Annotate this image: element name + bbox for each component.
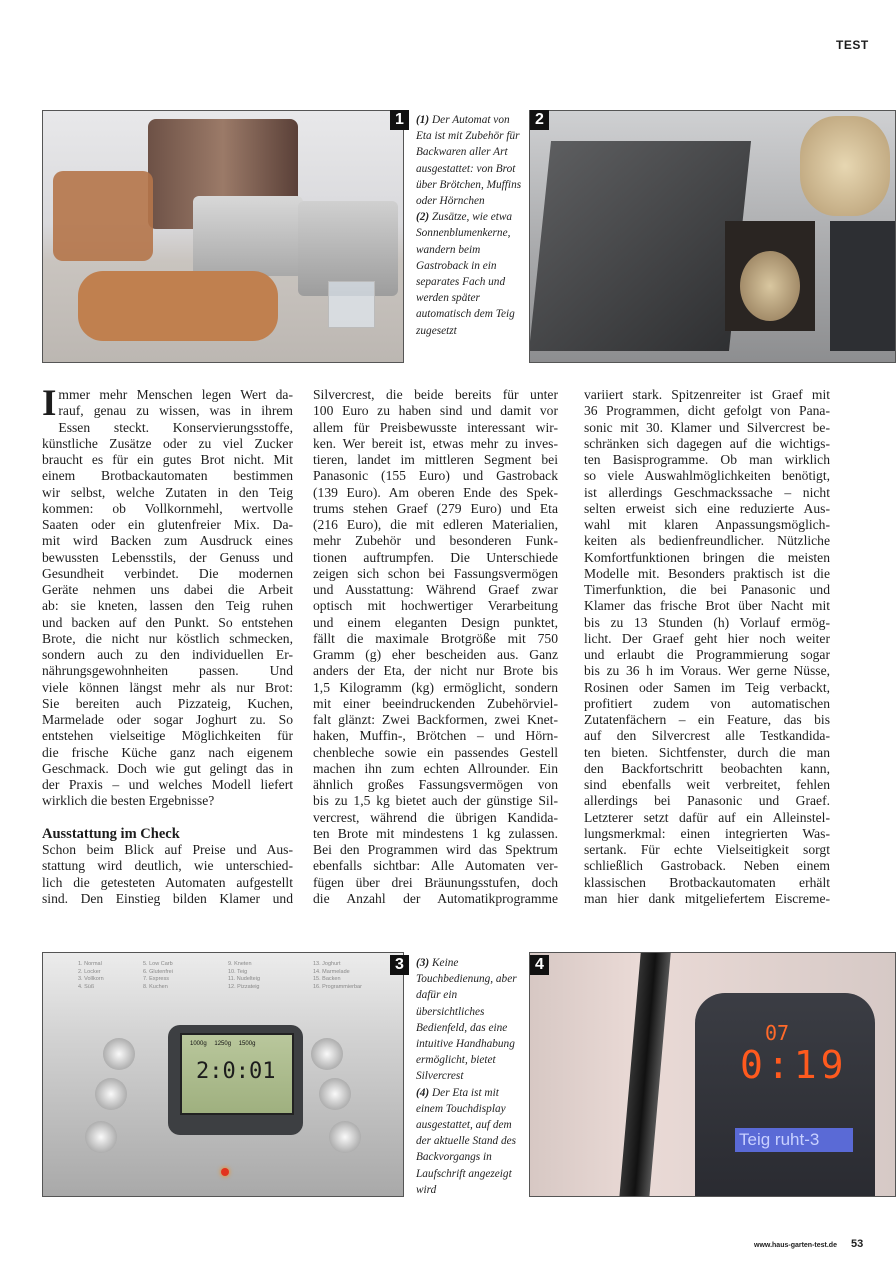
text-line: und backen auf den Punkt. So entstehen [42, 614, 293, 630]
text-line: profitiert zudem von automatischen [584, 695, 830, 711]
text-line: (139 Euro). Am oberen Ende des Spek- [313, 484, 558, 500]
program-label: 4. Süß [78, 983, 95, 990]
text-line: der Praxis – und welches Modell liefert [42, 777, 293, 792]
text-line: Brote, die nicht nur köstlich schmecken, [42, 630, 293, 646]
text-line: bewussten Lebensstils, der Genuss und [42, 549, 293, 565]
text-line: ebenfalls sichtbar: Alle Automaten ver- [313, 858, 558, 874]
text-line: Panasonic (155 Euro) und Gastroback [313, 468, 558, 484]
text-line: lungsmerkmal: einen integrierten Was- [584, 825, 830, 841]
program-label: 3. Vollkorn [78, 976, 104, 982]
photo-gastroback-dispenser [529, 110, 896, 363]
program-label: 8. Kuchen [143, 983, 168, 990]
caption-2-text: Zusätze, wie etwa Sonnenblumenkerne, wandern beim Gastroback in ein separates Fach und werden später automatisch dem Teig zugesetzt [416, 211, 515, 337]
page-number: 53 [851, 1238, 864, 1250]
text-line: tionen auftrumpfen. Die Unterschiede [313, 549, 558, 565]
text-line: wahl mit klaren Anpassungsmöglich- [584, 517, 830, 532]
text-line: schränken sich dagegen auf die wichtigs- [584, 435, 830, 451]
text-line: ten bieten. Sichtfenster, durch die man [584, 744, 830, 760]
text-line: entstehen vielseitige Möglichkeiten für [42, 728, 293, 744]
text-line: ten Basisprogramme. Ob man wirklich [584, 452, 830, 467]
text-line: mit wird Backen zum Ausdruck eines [42, 533, 293, 549]
program-label: 2. Locker [78, 968, 101, 975]
text-line: Sie bereiten auch Pizzateig, Kuchen, [42, 695, 293, 711]
text-line: Essen steckt. Konservierungsstoffe, [58, 419, 293, 435]
program-label: 12. Pizzateig [228, 983, 260, 990]
text-line: vercrest, während die übrigen Kandida- [313, 809, 558, 825]
display-status: Teig ruht-3 [735, 1128, 853, 1152]
text-line: tieren, landet im mittleren Segment bei [313, 452, 558, 467]
drop-cap: I [42, 383, 57, 424]
program-label: 11. Nudelteig [228, 976, 261, 982]
photo-badge-2: 2 [530, 110, 549, 130]
photo-badge-1: 1 [390, 110, 409, 130]
text-line: Komfortfunktionen bringen die meisten [584, 549, 830, 565]
text-line: den Backfortschritt beobachten kann, [584, 760, 830, 776]
text-line: viele können längst mehr als nur Brot: [42, 679, 293, 695]
text-line: lich die getesteten Automaten aufgestellt [42, 874, 293, 890]
program-label: 6. Glutenfrei [143, 968, 173, 975]
text-line: Schon beim Blick auf Preise und Aus- [42, 842, 293, 857]
text-line: kommen: ob Vollkornmehl, wertvolle [42, 500, 293, 516]
lcd-weight-2: 1250g [214, 1041, 232, 1047]
text-line: optisch mit hochwertiger Verarbeitung [313, 598, 558, 614]
text-line: zeigen sich schon bei Fassungsvermögen [313, 565, 558, 581]
text-line: Zutatenfächern – ein Feature, das bis [584, 712, 830, 727]
text-line: Timerfunktion, die bei Panasonic und [584, 582, 830, 597]
text-line: bis zu 13 Stunden (h) Vorlauf ermög- [584, 614, 830, 630]
photo-silvercrest-panel [42, 952, 404, 1197]
article-column-3 [584, 387, 830, 907]
article-column-1 [42, 383, 293, 907]
program-label: 5. Low Carb [143, 961, 173, 967]
display-top: 07 [765, 1021, 790, 1045]
text-line: 100 Euro zu haben sind und damit vor [313, 403, 558, 419]
text-line: mehr Zubehör und besonderen Funk- [313, 533, 558, 549]
article-column-2 [313, 387, 558, 907]
section-tag: TEST [836, 38, 869, 52]
text-line: wir selbst, welche Zutaten in den Teig [42, 484, 293, 500]
text-line: keiten als bedienfreundlicher. Nützliche [584, 533, 830, 549]
text-line: und Ausstattung: Während Graef zwar [313, 582, 558, 597]
text-line: selten erweist sich eine reduzierte Aus- [584, 500, 830, 516]
text-line: braucht es für ein gutes Brot nicht. Mit [42, 452, 293, 467]
program-label: 9. Kneten [228, 961, 252, 967]
lcd-weight-3: 1500g [238, 1041, 256, 1047]
text-line: ab: sie kneten, lassen den Teig ruhen [42, 598, 293, 614]
program-label: 13. Joghurt [313, 961, 341, 967]
text-line: 1,5 Kilogramm (kg) ermöglicht, sondern [313, 679, 558, 695]
text-line: einem Brotbackautomaten bestimmen [42, 468, 293, 484]
text-line: und einem eleganten Design punktet, [313, 614, 558, 630]
text-line: Gramm (g) eher bescheiden aus. Ganz [313, 647, 558, 662]
photo-eta-accessories [42, 110, 404, 363]
text-line: nährungsgewohnheiten passen. Und [42, 663, 293, 679]
caption-1-number: (1) [416, 114, 430, 126]
text-line: wirklich die besten Ergebnisse? [42, 793, 215, 809]
text-line: Rosinen oder Samen im Teig verbackt, [584, 679, 830, 695]
text-line: trums stehen Graef (279 Euro) und Eta [313, 500, 558, 516]
program-label: 10. Teig [228, 968, 248, 975]
text-line: Geräte nehmen uns dabei die Arbeit [42, 582, 293, 597]
text-line: allerdings bei Panasonic und Graef. [584, 793, 830, 809]
subheading: Ausstattung im Check [42, 825, 180, 842]
caption-3-number: (3) [416, 957, 430, 969]
text-line: so viele Auswahlmöglichkeiten benötigt, [584, 468, 830, 484]
lcd-weight-1: 1000g [190, 1041, 207, 1047]
program-label: 16. Programmierbar [313, 983, 362, 990]
text-line: chenbleche sowie ein passendes Gestell [313, 744, 558, 760]
text-line: die frische Küche ganz nach eigenem [42, 744, 293, 760]
text-line: auf den Silvercrest alle Testkandida- [584, 728, 830, 744]
text-line: die Anzahl der Automatikprogramme [313, 890, 558, 906]
text-line: Gesundheit verbindet. Die modernen [42, 565, 293, 581]
text-line: künstliche Zusätze oder zu viel Zucker [42, 435, 293, 451]
text-line: fällt die maximale Brotgröße mit 750 [313, 630, 558, 646]
caption-4-text: Der Eta ist mit einem Touchdisplay ausgestattet, auf dem der aktuelle Stand des Backvorgangs in Laufschrift angezeigt wird [416, 1086, 517, 1196]
text-line: Klamer das frische Brot über Nacht mit [584, 598, 830, 614]
text-line: allem für Preisbewusste interessant wir- [313, 419, 558, 435]
text-line: Geschmack. Doch wie gut gelingt das in [42, 760, 293, 776]
program-label: 15. Backen [313, 976, 341, 982]
text-line: und erlaubt die Programmierung sogar [584, 647, 830, 662]
photo-badge-3: 3 [390, 955, 409, 975]
lcd-time: 2:0:01 [196, 1059, 276, 1084]
caption-1-2 [416, 112, 528, 339]
text-line: anders der Eta, der nicht nur Brote bis [313, 663, 558, 679]
text-line: sind. Den Einstieg bilden Klamer und [42, 890, 293, 906]
text-line: fügen über drei Bräunungsstufen, doch [313, 874, 558, 890]
text-line: mit einer beeindruckenden Zubehörviel- [313, 695, 558, 711]
text-line: Marmelade oder sogar Joghurt zu. So [42, 712, 293, 727]
program-list [43, 961, 404, 997]
text-line: Modelle mit. Besonders praktisch ist die [584, 565, 830, 581]
text-line: schließlich Gastroback. Neben einem [584, 858, 830, 874]
text-line: 36 Programmen, dicht gefolgt von Pana- [584, 403, 830, 419]
program-label: 7. Express [143, 976, 169, 982]
caption-1-text: Der Automat von Eta ist mit Zubehör für Backwaren aller Art ausgestattet: von Brot über Brötchen, Muffins oder Hörnchen [416, 114, 522, 208]
footer-url: www.haus-garten-test.de [754, 1242, 837, 1249]
caption-4-number: (4) [416, 1086, 430, 1099]
text-line: sind ebenfalls weit verbreitet, fehlen [584, 777, 830, 792]
text-line: ken. Wer bereit ist, etwas mehr zu inves- [313, 435, 558, 451]
text-line: klassischen Brotbackautomaten erhält [584, 874, 830, 890]
text-line: stattung wird deutlich, wie unterschied- [42, 858, 293, 874]
text-line: machen ihn zum echten Allrounder. Ein [313, 760, 558, 776]
text-line: ten Brote mit mindestens 1 kg zulassen. [313, 825, 558, 841]
text-line: Saaten oder ein glutenfreier Mix. Da- [42, 517, 293, 532]
photo-badge-4: 4 [530, 955, 549, 975]
text-line: mmer mehr Menschen legen Wert da- [58, 387, 293, 402]
text-line: ähnlich großes Fassungsvermögen von [313, 777, 558, 792]
text-line: rauf, genau zu wissen, was in ihrem [58, 403, 293, 419]
text-line: Bei den Programmen wird das Spektrum [313, 842, 558, 857]
text-line: bis zu 1,5 kg bietet auch der günstige Sil- [313, 793, 558, 809]
photo-eta-touchdisplay [529, 952, 896, 1197]
program-label: 14. Marmelade [313, 968, 350, 975]
text-line: falt glänzt: Zwei Backformen, zwei Knet- [313, 712, 558, 727]
text-line: bis zu 36 h im Voraus. Wer gerne Nüsse, [584, 663, 830, 679]
lcd-display [180, 1033, 294, 1115]
text-line: variiert stark. Spitzenreiter ist Graef mit [584, 387, 830, 402]
text-line: ist allerdings Geschmackssache – nicht [584, 484, 830, 500]
display-time: 0:19 [740, 1043, 848, 1087]
touch-display [695, 993, 875, 1197]
text-line: sonic mit 30. Klamer und Silvercrest be- [584, 419, 830, 435]
program-label: 1. Normal [78, 961, 102, 967]
text-line: licht. Der Graef geht hier noch weiter [584, 630, 830, 646]
text-line: haken, Muffin-, Brötchen – und Hörn- [313, 728, 558, 744]
text-line: sertank. Für echte Vielseitigkeit sorgt [584, 842, 830, 857]
caption-3-4 [416, 955, 528, 1198]
text-line: man hier dank mitgeliefertem Eiscreme- [584, 890, 830, 906]
caption-2-number: (2) [416, 211, 430, 224]
text-line: (216 Euro), die mit edleren Materialien, [313, 517, 558, 532]
caption-3-text: Keine Touchbedienung, aber dafür ein übersichtliches Bedienfeld, das eine intuitive Handhabung ermöglicht, bietet Silvercrest [416, 957, 517, 1083]
text-line: Silvercrest, die beide bereits für unter [313, 387, 558, 402]
text-line: sondern auch zu den individuellen Er- [42, 647, 293, 662]
text-line: Letzterer setzt dafür auf ein Alleinstel- [584, 809, 830, 825]
